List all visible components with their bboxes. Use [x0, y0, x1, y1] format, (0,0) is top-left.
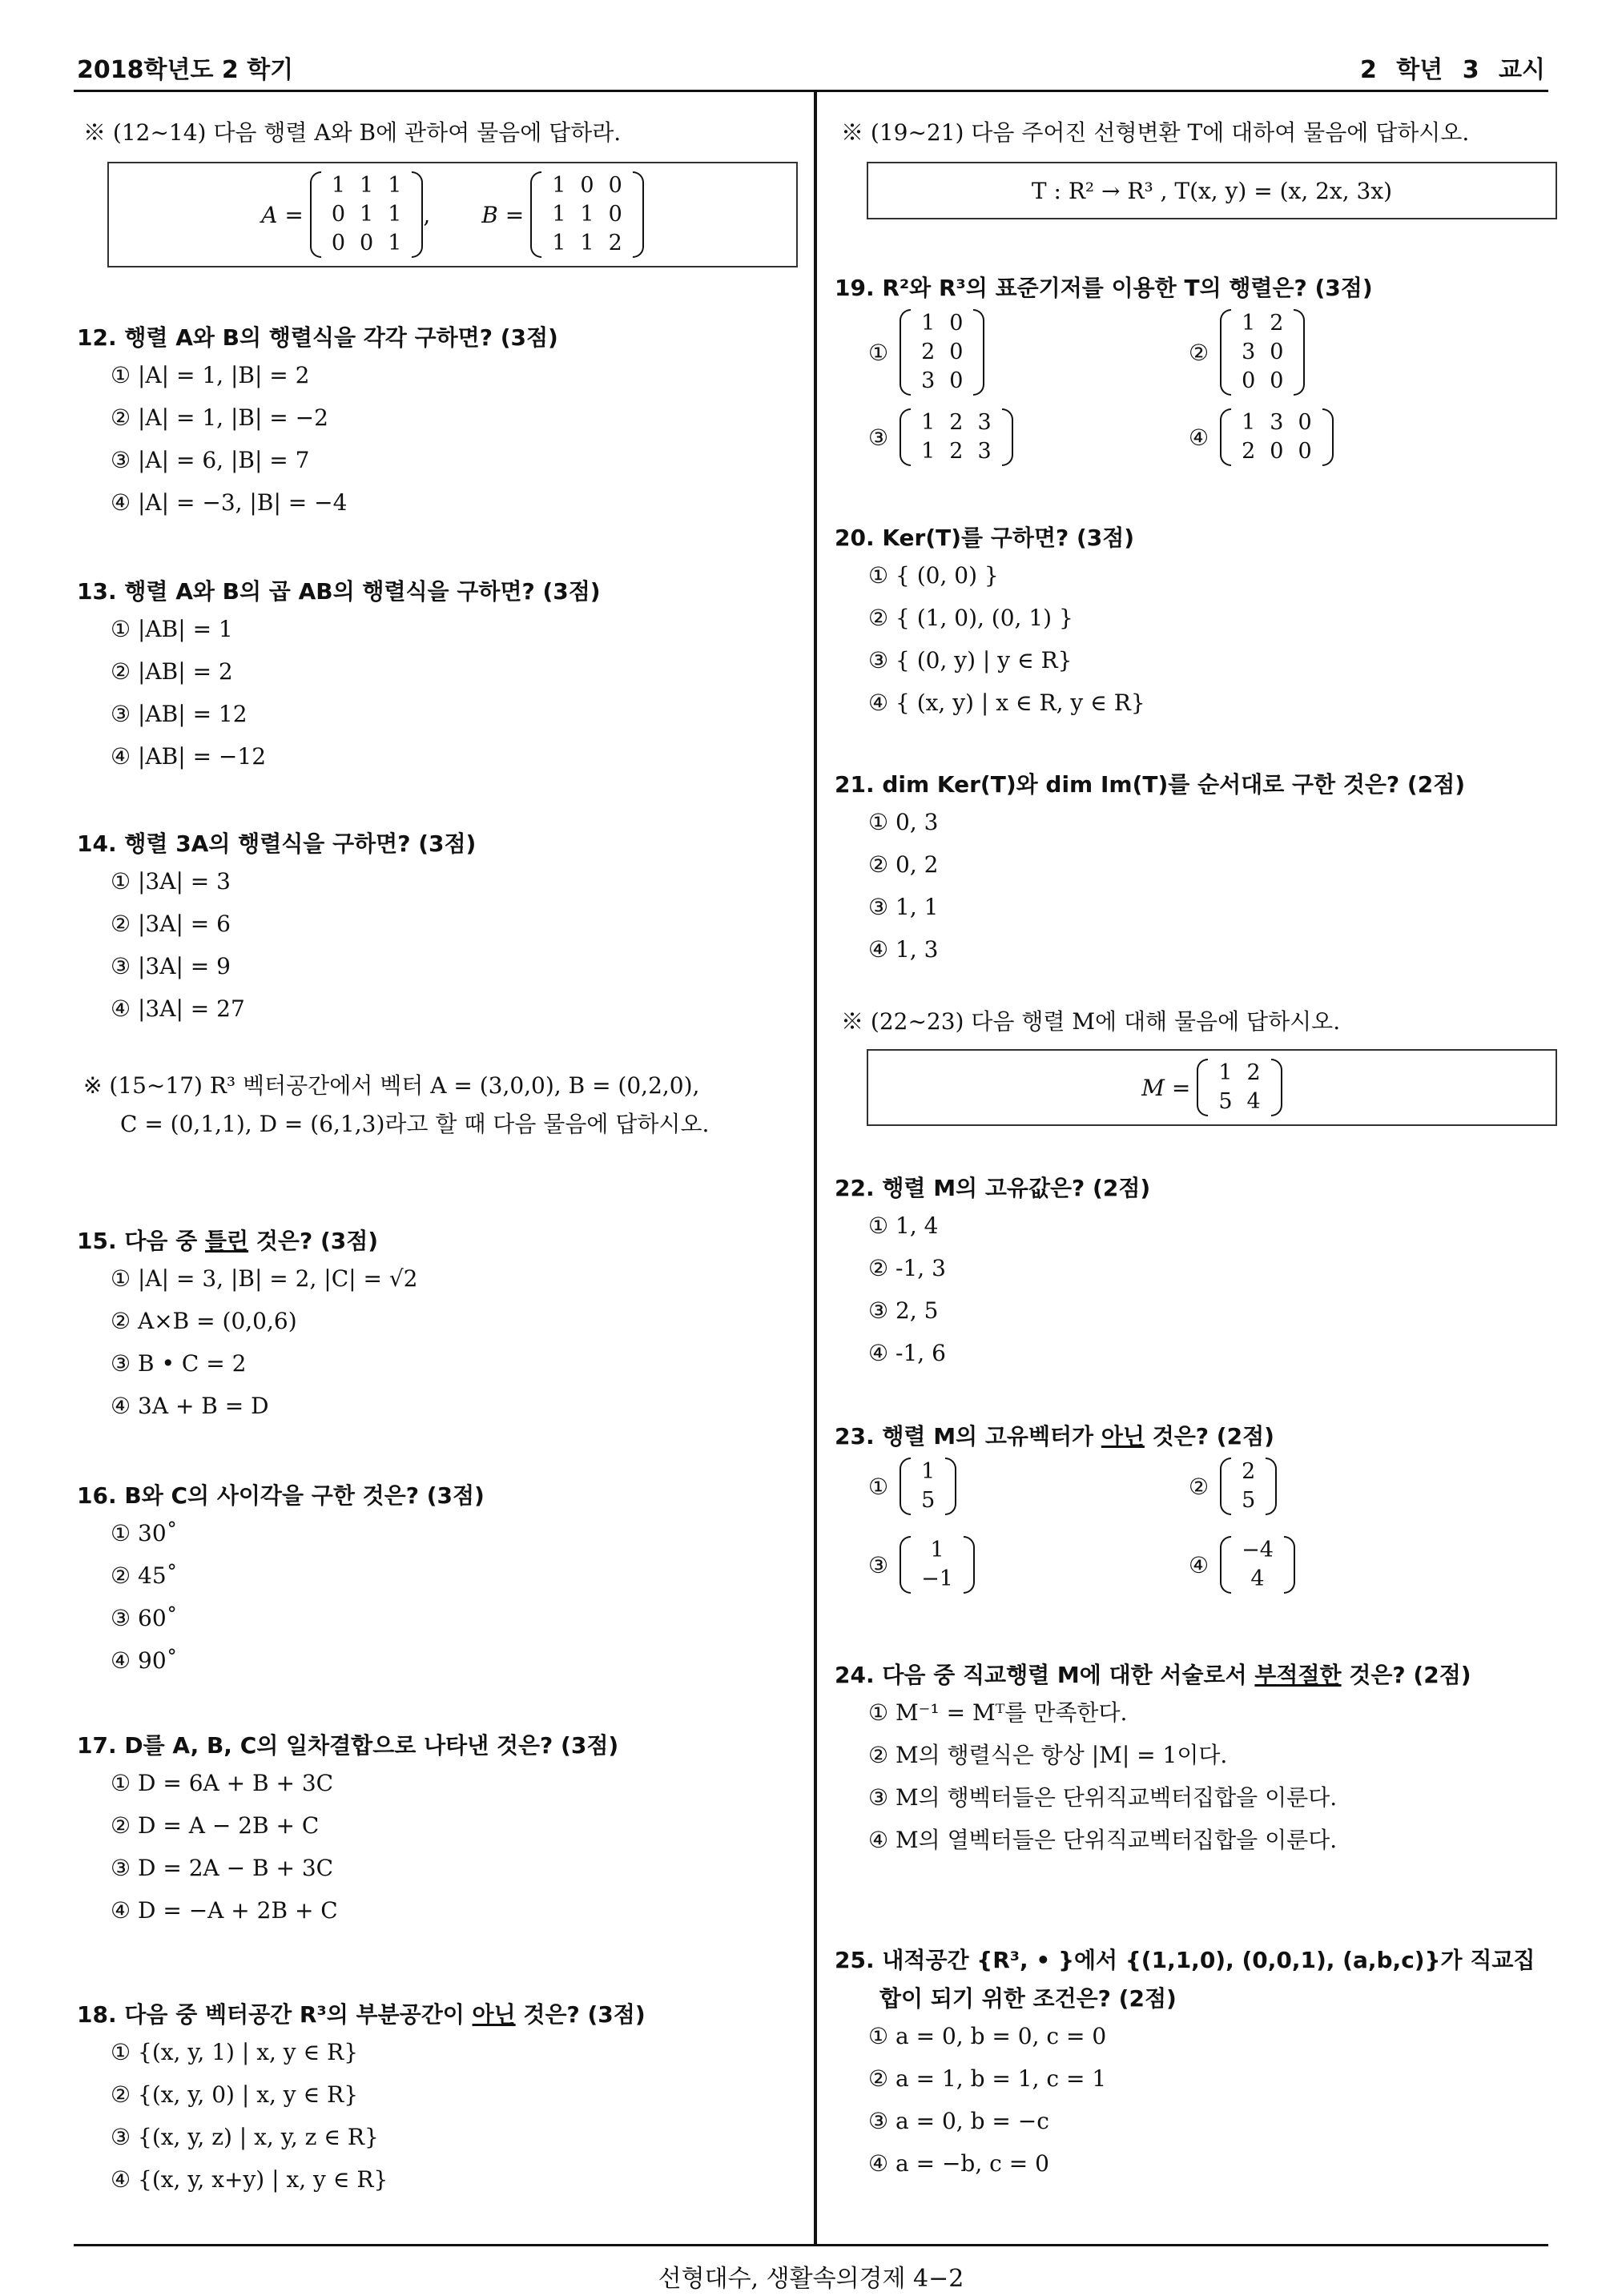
q19-option-2-matrix — [1220, 309, 1305, 396]
matrix-row — [914, 309, 970, 338]
matrix-entry: 1 — [388, 173, 402, 198]
question-18-title-post: 것은? (3점) — [515, 2001, 646, 2028]
q22-option-3[interactable]: ③ 2, 5 — [868, 1297, 939, 1324]
matrix-grid — [1234, 309, 1290, 396]
matrix-entry: 0 — [949, 368, 964, 393]
paren-left — [900, 1536, 911, 1594]
q15-option-4[interactable]: ④ 3A + B = D — [111, 1393, 269, 1419]
question-18-title — [77, 1999, 801, 2031]
paren-right — [1294, 309, 1305, 396]
matrix-row — [545, 229, 630, 258]
paren-left — [1197, 1059, 1208, 1116]
question-18-title-emphasis: 아닌 — [472, 2001, 516, 2028]
matrix-row — [914, 338, 970, 367]
q24-option-4[interactable]: ④ M의 열벡터들은 단위직교벡터집합을 이룬다. — [868, 1827, 1338, 1853]
q25-option-1[interactable]: ① a = 0, b = 0, c = 0 — [868, 2023, 1107, 2049]
matrix-a — [310, 171, 424, 258]
matrix-row — [1234, 367, 1290, 396]
matrix-entry: 0 — [1270, 340, 1284, 364]
question-17-title: 17. D를 A, B, C의 일차결합으로 나타낸 것은? (3점) — [77, 1732, 619, 1759]
q19-option-1[interactable] — [868, 309, 1189, 396]
intro-22-23: ※ (22∼23) 다음 행렬 M에 대해 물음에 답하시오. — [841, 1008, 1341, 1035]
matrix-entry: 1 — [360, 173, 374, 198]
paren-left — [1220, 309, 1231, 396]
matrix-separator: , — [423, 201, 431, 228]
question-25-title-line2: 합이 되기 위한 조건은? (2점) — [879, 1985, 1177, 2012]
q19-option-3-matrix — [900, 408, 1013, 466]
q16-option-2[interactable]: ② 45˚ — [111, 1562, 178, 1589]
q12-option-3[interactable]: ③ |A| = 6, |B| = 7 — [111, 447, 310, 473]
q23-option-4-vector — [1220, 1536, 1295, 1594]
q20-option-2[interactable]: ② { (1, 0), (0, 1) } — [868, 605, 1073, 631]
matrix-entry: −1 — [921, 1566, 953, 1591]
question-15-title-emphasis: 틀린 — [205, 1228, 249, 1254]
question-24-title-emphasis: 부적절한 — [1254, 1662, 1342, 1688]
paren-left — [900, 1458, 911, 1515]
q22-option-2[interactable]: ② -1, 3 — [868, 1255, 946, 1281]
q24-option-3[interactable]: ③ M의 행벡터들은 단위직교벡터집합을 이룬다. — [868, 1784, 1338, 1811]
matrix-entry: 0 — [608, 202, 622, 227]
question-15 — [77, 1225, 801, 1427]
matrix-entry: 1 — [331, 173, 345, 198]
q12-option-1[interactable]: ① |A| = 1, |B| = 2 — [111, 362, 310, 388]
matrix-row — [1234, 1486, 1262, 1515]
matrix-entry: 0 — [949, 340, 964, 364]
question-17 — [77, 1730, 801, 1932]
q18-option-4[interactable]: ④ {(x, y, x+y) | x, y ∈ R} — [111, 2166, 388, 2193]
matrix-row — [1234, 1458, 1262, 1486]
matrix-grid — [914, 408, 999, 466]
intro-12-14: ※ (12∼14) 다음 행렬 A와 B에 관하여 물음에 답하라. — [83, 119, 622, 146]
intro-15-17-line1: ※ (15∼17) R³ 벡터공간에서 벡터 A = (3,0,0), B = (0,2,0), — [83, 1072, 700, 1099]
q23-option-1[interactable] — [868, 1458, 1189, 1515]
matrix-row — [914, 367, 970, 396]
matrix-entry: 1 — [930, 1538, 944, 1562]
matrix-entry: 0 — [580, 173, 594, 198]
q15-option-3[interactable]: ③ B • C = 2 — [111, 1350, 247, 1377]
paren-left — [1220, 1458, 1231, 1515]
question-24 — [835, 1659, 1551, 1861]
question-21 — [835, 769, 1551, 971]
question-14 — [77, 828, 801, 1030]
q19-option-4[interactable] — [1189, 408, 1509, 466]
right-column — [835, 90, 1551, 2244]
paren-left — [530, 171, 541, 258]
q19-option-4-matrix — [1220, 408, 1334, 466]
matrix-entry: 1 — [580, 202, 594, 227]
q19-option-1-label: ① — [868, 339, 889, 366]
q23-option-4-label: ④ — [1189, 1551, 1209, 1578]
paren-left — [900, 309, 911, 396]
question-18-title-pre: 18. 다음 중 벡터공간 R³의 부분공간이 — [77, 2001, 473, 2028]
matrix-entry: 2 — [949, 439, 964, 464]
matrix-entry: 1 — [921, 439, 936, 464]
exam-year-term: 2018학년도 2 학기 — [77, 56, 294, 84]
question-24-title — [835, 1659, 1551, 1691]
matrix-entry: 2 — [949, 410, 964, 435]
matrix-entry: 1 — [552, 231, 566, 255]
matrix-grid — [1234, 1458, 1262, 1515]
matrix-entry: 0 — [1298, 439, 1312, 464]
matrix-b — [530, 171, 644, 258]
q13-option-4[interactable]: ④ |AB| = −12 — [111, 743, 267, 770]
matrix-entry: 1 — [388, 202, 402, 227]
paren-right — [1266, 1458, 1277, 1515]
q14-option-3[interactable]: ③ |3A| = 9 — [111, 953, 231, 979]
matrix-entry: −4 — [1242, 1538, 1274, 1562]
matrix-entry: 1 — [921, 1459, 936, 1484]
matrix-entry: 0 — [608, 173, 622, 198]
matrix-entry: 0 — [360, 231, 374, 255]
matrix-entry: 3 — [977, 439, 992, 464]
matrix-entry: 3 — [921, 368, 936, 393]
matrix-row — [1234, 408, 1319, 437]
transformation-box: T : R² → R³ , T(x, y) = (x, 2x, 3x) — [867, 162, 1557, 219]
question-15-title-pre: 15. 다음 중 — [77, 1228, 205, 1254]
question-23-title — [835, 1421, 1551, 1453]
question-15-title — [77, 1225, 801, 1257]
q13-option-1[interactable]: ① |AB| = 1 — [111, 616, 233, 642]
question-15-title-post: 것은? (3점) — [248, 1228, 379, 1254]
paren-right — [633, 171, 644, 258]
matrix-row — [914, 408, 999, 437]
question-12 — [77, 322, 801, 524]
q17-option-4[interactable]: ④ D = −A + 2B + C — [111, 1897, 338, 1924]
matrix-entry: 2 — [1242, 1459, 1256, 1484]
matrix-grid — [1234, 408, 1319, 466]
matrix-entry: 1 — [1218, 1060, 1233, 1085]
paren-right — [1284, 1536, 1295, 1594]
matrix-grid — [914, 1458, 942, 1515]
question-24-title-pre: 24. 다음 중 직교행렬 M에 대한 서술로서 — [835, 1662, 1255, 1688]
q16-option-3[interactable]: ③ 60˚ — [111, 1605, 178, 1631]
question-20 — [835, 522, 1551, 724]
matrix-entry: 0 — [949, 311, 964, 336]
matrix-grid — [1211, 1059, 1267, 1116]
matrix-entry: 2 — [608, 231, 622, 255]
footer-rule — [74, 2244, 1548, 2246]
question-16 — [77, 1480, 801, 1682]
q23-option-1-vector — [900, 1458, 956, 1515]
matrix-entry: 0 — [1242, 368, 1256, 393]
question-23-title-post: 것은? (2점) — [1144, 1423, 1274, 1450]
question-21-title: 21. dim Ker(T)와 dim Im(T)를 순서대로 구한 것은? (2점) — [835, 771, 1466, 798]
matrix-grid — [545, 171, 630, 258]
matrix-grid — [324, 171, 409, 258]
matrix-entry: 1 — [360, 202, 374, 227]
q17-option-2[interactable]: ② D = A − 2B + C — [111, 1812, 320, 1839]
q17-option-3[interactable]: ③ D = 2A − B + 3C — [111, 1855, 334, 1881]
q21-option-2[interactable]: ② 0, 2 — [868, 851, 939, 878]
q14-option-1[interactable]: ① |3A| = 3 — [111, 868, 231, 895]
q19-option-1-matrix — [900, 309, 984, 396]
matrix-entry: 3 — [1270, 410, 1284, 435]
matrix-row — [914, 1486, 942, 1515]
question-19 — [835, 272, 1551, 466]
matrix-entry: 4 — [1246, 1089, 1261, 1114]
matrix-entry: 3 — [977, 410, 992, 435]
q20-option-4[interactable]: ④ { (x, y) | x ∈ R, y ∈ R} — [868, 690, 1145, 716]
matrix-row — [914, 1565, 960, 1594]
paren-left — [1220, 408, 1231, 466]
paren-left — [1220, 1536, 1231, 1594]
matrix-row — [1211, 1059, 1267, 1088]
page-footer: 선형대수, 생활속의경제 4−2 — [658, 2265, 964, 2293]
q23-option-2-label: ② — [1189, 1473, 1209, 1500]
matrix-row — [324, 171, 409, 200]
q15-option-2[interactable]: ② A×B = (0,0,6) — [111, 1308, 297, 1334]
q19-option-3-label: ③ — [868, 424, 889, 451]
matrix-entry: 2 — [921, 340, 936, 364]
matrix-entry: 1 — [388, 231, 402, 255]
question-25 — [835, 1944, 1551, 2185]
matrix-grid — [914, 1536, 960, 1594]
q22-option-1[interactable]: ① 1, 4 — [868, 1212, 939, 1239]
q23-options — [835, 1458, 1551, 1594]
q17-option-1[interactable]: ① D = 6A + B + 3C — [111, 1770, 334, 1796]
intro-15-17-line2: C = (0,1,1), D = (6,1,3)라고 할 때 다음 물음에 답하시오. — [120, 1111, 710, 1138]
q23-option-3[interactable] — [868, 1536, 1189, 1594]
q23-option-1-label: ① — [868, 1473, 889, 1500]
matrix-entry: 1 — [1242, 410, 1256, 435]
matrix-entry: 1 — [552, 202, 566, 227]
paren-left — [900, 408, 911, 466]
q23-option-2-vector — [1220, 1458, 1277, 1515]
matrix-a-label: A = — [261, 201, 304, 228]
matrix-row — [545, 200, 630, 229]
matrix-entry: 1 — [1242, 311, 1256, 336]
paren-right — [412, 171, 423, 258]
left-column — [77, 90, 801, 2244]
q24-option-1[interactable]: ① M⁻¹ = Mᵀ를 만족한다. — [868, 1699, 1128, 1726]
matrix-entry: 3 — [1242, 340, 1256, 364]
q23-option-4[interactable] — [1189, 1536, 1509, 1594]
question-24-title-post: 것은? (2점) — [1341, 1662, 1471, 1688]
paren-right — [1322, 408, 1334, 466]
q23-option-3-vector — [900, 1536, 975, 1594]
q12-option-4[interactable]: ④ |A| = −3, |B| = −4 — [111, 489, 348, 516]
exam-grade-period: 2 학년 3 교시 — [1359, 56, 1545, 84]
question-13-title: 13. 행렬 A와 B의 곱 AB의 행렬식을 구하면? (3점) — [77, 578, 601, 605]
matrix-entry: 0 — [1270, 439, 1284, 464]
matrix-row — [1234, 309, 1290, 338]
matrix-b-label: B = — [481, 201, 525, 228]
matrix-m-label: M = — [1141, 1074, 1191, 1101]
q18-option-1[interactable]: ① {(x, y, 1) | x, y ∈ R} — [111, 2039, 359, 2065]
matrix-entry: 5 — [1218, 1089, 1233, 1114]
q16-option-4[interactable]: ④ 90˚ — [111, 1647, 178, 1674]
question-22-title: 22. 행렬 M의 고유값은? (2점) — [835, 1175, 1151, 1201]
q20-option-3[interactable]: ③ { (0, y) | y ∈ R} — [868, 647, 1073, 674]
intro-19-21: ※ (19∼21) 다음 주어진 선형변환 T에 대하여 물음에 답하시오. — [841, 119, 1470, 146]
q15-option-1[interactable]: ① |A| = 3, |B| = 2, |C| = √2 — [111, 1265, 418, 1292]
matrix-entry: 1 — [921, 311, 936, 336]
q12-option-2[interactable]: ② |A| = 1, |B| = −2 — [111, 404, 328, 431]
matrix-entry: 0 — [331, 231, 345, 255]
matrix-entry: 1 — [921, 410, 936, 435]
matrix-row — [1211, 1088, 1267, 1116]
paren-right — [1002, 408, 1013, 466]
matrix-entry: 5 — [921, 1488, 936, 1513]
paren-right — [973, 309, 984, 396]
matrix-entry: 2 — [1246, 1060, 1261, 1085]
matrix-box-m — [867, 1049, 1557, 1126]
matrix-m — [1197, 1059, 1282, 1116]
matrix-row — [1234, 1565, 1281, 1594]
paren-right — [964, 1536, 975, 1594]
paren-right — [1271, 1059, 1282, 1116]
q18-option-2[interactable]: ② {(x, y, 0) | x, y ∈ R} — [111, 2081, 359, 2108]
matrix-entry: 1 — [580, 231, 594, 255]
matrix-row — [914, 1458, 942, 1486]
q19-option-2-label: ② — [1189, 339, 1209, 366]
q25-option-2[interactable]: ② a = 1, b = 1, c = 1 — [868, 2065, 1107, 2092]
q21-option-4[interactable]: ④ 1, 3 — [868, 936, 939, 963]
q25-option-4[interactable]: ④ a = −b, c = 0 — [868, 2150, 1049, 2177]
matrix-grid — [1234, 1536, 1281, 1594]
q13-option-3[interactable]: ③ |AB| = 12 — [111, 701, 248, 727]
paren-left — [310, 171, 321, 258]
matrix-row — [914, 437, 999, 466]
matrix-entry: 4 — [1250, 1566, 1265, 1591]
question-13 — [77, 576, 801, 778]
question-12-title: 12. 행렬 A와 B의 행렬식을 각각 구하면? (3점) — [77, 324, 558, 351]
matrix-row — [545, 171, 630, 200]
matrix-entry: 0 — [1270, 368, 1284, 393]
matrix-row — [1234, 1536, 1281, 1565]
q22-option-4[interactable]: ④ -1, 6 — [868, 1340, 946, 1366]
question-14-title: 14. 행렬 3A의 행렬식을 구하면? (3점) — [77, 830, 477, 857]
q25-option-3[interactable]: ③ a = 0, b = −c — [868, 2108, 1049, 2134]
matrix-entry: 2 — [1270, 311, 1284, 336]
q19-option-2[interactable] — [1189, 309, 1509, 396]
question-23-title-emphasis: 아닌 — [1101, 1423, 1145, 1450]
question-23 — [835, 1421, 1551, 1594]
question-22 — [835, 1172, 1551, 1374]
matrix-entry: 0 — [1298, 410, 1312, 435]
q21-option-3[interactable]: ③ 1, 1 — [868, 894, 939, 920]
q18-option-3[interactable]: ③ {(x, y, z) | x, y, z ∈ R} — [111, 2124, 379, 2150]
matrix-entry: 1 — [552, 173, 566, 198]
question-20-title: 20. Ker(T)를 구하면? (3점) — [835, 525, 1135, 551]
question-19-title: 19. R²와 R³의 표준기저를 이용한 T의 행렬은? (3점) — [835, 275, 1373, 301]
q20-option-1[interactable]: ① { (0, 0) } — [868, 562, 999, 589]
q21-option-1[interactable]: ① 0, 3 — [868, 809, 939, 835]
question-25-title-line1: 25. 내적공간 {R³, • }에서 {(1,1,0), (0,0,1), (a,b,c)}가 직교집 — [835, 1947, 1535, 1973]
matrix-entry: 2 — [1242, 439, 1256, 464]
question-23-title-pre: 23. 행렬 M의 고유벡터가 — [835, 1423, 1101, 1450]
question-16-title: 16. B와 C의 사이각을 구한 것은? (3점) — [77, 1482, 485, 1509]
q13-option-2[interactable]: ② |AB| = 2 — [111, 658, 233, 685]
matrix-row — [324, 200, 409, 229]
intro-15-17 — [83, 1067, 709, 1144]
question-18 — [77, 1999, 801, 2201]
q16-option-1[interactable]: ① 30˚ — [111, 1520, 178, 1546]
paren-right — [945, 1458, 956, 1515]
matrix-row — [914, 1536, 960, 1565]
q14-option-4[interactable]: ④ |3A| = 27 — [111, 995, 245, 1022]
q19-option-4-label: ④ — [1189, 424, 1209, 451]
matrix-row — [1234, 338, 1290, 367]
matrix-box-a-b — [107, 162, 798, 267]
q24-option-2[interactable]: ② M의 행렬식은 항상 |M| = 1이다. — [868, 1742, 1228, 1768]
matrix-entry: 0 — [331, 202, 345, 227]
q23-option-3-label: ③ — [868, 1551, 889, 1578]
q23-option-2[interactable] — [1189, 1458, 1509, 1515]
column-divider — [814, 90, 817, 2246]
q19-option-3[interactable] — [868, 408, 1189, 466]
q19-options — [835, 309, 1551, 466]
matrix-grid — [914, 309, 970, 396]
matrix-row — [1234, 437, 1319, 466]
matrix-row — [324, 229, 409, 258]
matrix-entry: 5 — [1242, 1488, 1256, 1513]
q14-option-2[interactable]: ② |3A| = 6 — [111, 911, 231, 937]
